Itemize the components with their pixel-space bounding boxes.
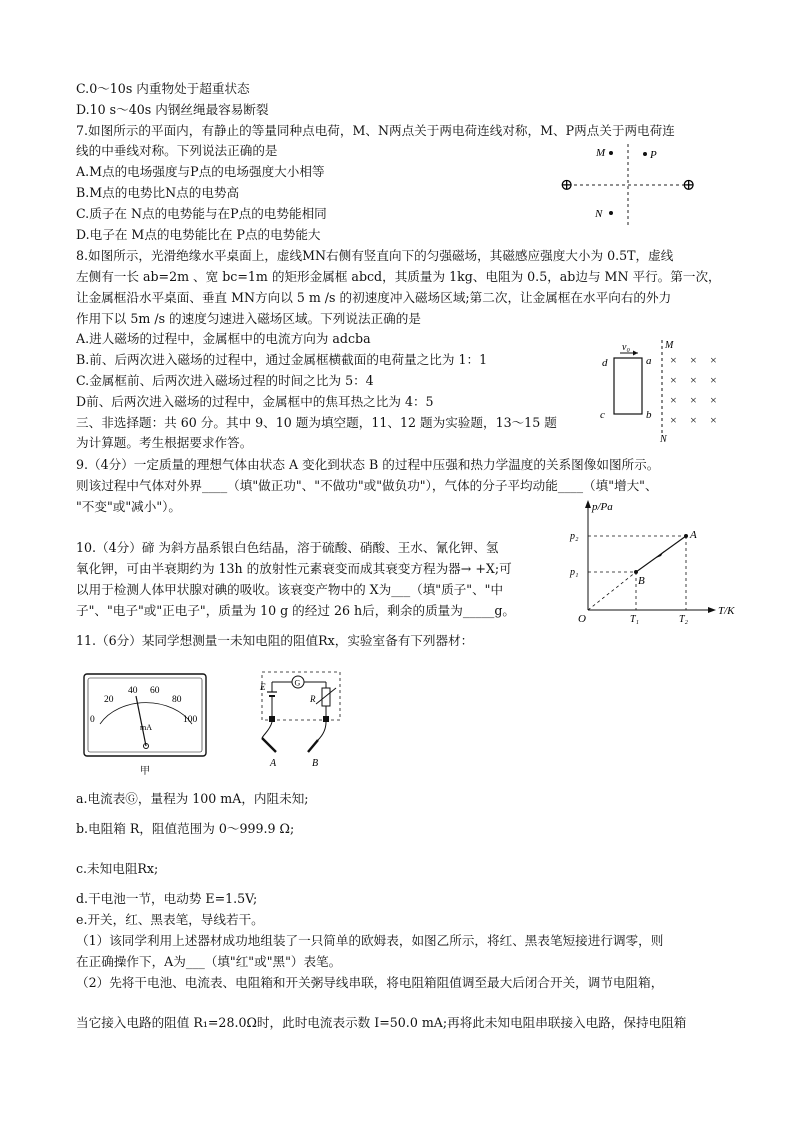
metal-frame-rect (614, 358, 642, 414)
q11-part1-line1: （1）该同学利用上述器材成功地组装了一只简单的欧姆表，如图乙所示，将红、黑表笔短接进行调零，则 (76, 933, 664, 948)
label-d: d (602, 357, 608, 369)
q11-item-b: b.电阻箱 R，阻值范围为 0～999.9 Ω; (76, 821, 295, 836)
q11-part2-line2: 当它接入电路的阻值 R₁=28.0Ω时，此时电流表示数 I=50.0 mA;再将此未知电阻串联接入电路，保持电阻箱 (76, 1015, 687, 1030)
field-cross-icon: × (690, 373, 697, 387)
point-a-dot (684, 534, 688, 538)
field-cross-icon: × (710, 413, 717, 427)
scale-label-20: 20 (104, 695, 114, 705)
section3-intro-line1: 三、非选择题：共 60 分。其中 9、10 题为填空题，11、12 题为实验题，13～15 题 (76, 415, 557, 430)
q7-stem-line2: 线的中垂线对称。下列说法正确的是 (76, 143, 278, 158)
q9-stem-line1: 9.（4分）一定质量的理想气体由状态 A 变化到状态 B 的过程中压强和热力学温度的关系图像如图所示。 (76, 457, 660, 472)
q8-option-b: B.前、后两次进入磁场的过程中，通过金属框横截面的电荷量之比为 1：1 (76, 352, 488, 367)
field-cross-icon: × (670, 373, 677, 387)
field-cross-icon: × (690, 413, 697, 427)
charge-left-plus-icon: ⊕ (560, 177, 574, 194)
label-r: R (310, 694, 316, 704)
ohmmeter-circuit-figure (256, 666, 346, 770)
label-p1: p₁ (570, 567, 579, 578)
point-n-dot (609, 211, 613, 215)
figure-caption-jia: 甲 (140, 766, 150, 777)
q11-part1-line2: 在正确操作下，A为___（填"红"或"黑"）表笔。 (76, 954, 342, 969)
point-m-dot (609, 151, 613, 155)
ammeter-needle (136, 696, 146, 746)
magnetic-field-crosses (670, 353, 717, 427)
q11-item-a: a.电流表Ⓖ，量程为 100 mA，内阻未知; (76, 791, 309, 806)
q8-stem-line2: 左侧有一长 ab=2m 、宽 bc=1m 的矩形金属框 abcd，其质量为 1kg、电阻为 0.5，ab边与 MN 平行。第一次， (76, 269, 721, 284)
q7-option-d: D.电子在 M点的电势能比在 P点的电势能大 (76, 227, 321, 242)
charge-right-plus-icon: ⊕ (682, 177, 696, 194)
ammeter-unit: mA (140, 723, 152, 732)
label-p: P (650, 149, 657, 161)
y-axis-label: p/Pa (592, 501, 613, 513)
field-cross-icon: × (710, 373, 717, 387)
label-e: E (260, 682, 266, 692)
q9-stem-line3: "不变"或"减小"）。 (76, 499, 182, 514)
pressure-temperature-graph (566, 498, 736, 626)
q11-part2-line1: （2）先将干电池、电流表、电阻箱和开关粥导线串联，将电阻箱阻值调至最大后闭合开关，调节电阻箱， (76, 975, 664, 990)
label-a: A (690, 529, 697, 541)
label-t1: T₁ (630, 614, 640, 625)
rheostat-resistor (322, 688, 330, 706)
q7-option-b: B.M点的电势比N点的电势高 (76, 185, 240, 200)
y-axis-arrow-icon (585, 500, 591, 508)
q7-option-c: C.质子在 N点的电势能与在P点的电势能相同 (76, 206, 327, 221)
x-axis-arrow-icon (708, 607, 716, 613)
label-m: M (596, 147, 606, 159)
scale-label-100: 100 (183, 715, 198, 725)
q10-stem-line2: 氧化钾，可由半衰期约为 13h 的放射性元素衰变而成其衰变方程为器→ +X;可 (76, 561, 512, 576)
q10-stem-line4: 子"、"电子"或"正电子"，质量为 10 g 的经过 26 h后，剩余的质量为_____g。 (76, 603, 515, 618)
scale-label-40: 40 (128, 686, 138, 696)
q8-option-a: A.进人磁场的过程中，金属框中的电流方向为 adcba (76, 331, 371, 346)
label-b: B (638, 575, 645, 587)
ammeter-figure (82, 672, 210, 778)
velocity-arrowhead-icon (633, 351, 638, 356)
terminal-left (269, 716, 275, 722)
ammeter-scale-arc (100, 703, 192, 724)
origin-extension (588, 572, 636, 610)
rheostat-slider-icon (316, 688, 336, 704)
q7-option-a: A.M点的电场强度与P点的电场强度大小相等 (76, 164, 325, 179)
field-cross-icon: × (670, 393, 677, 407)
q8-option-c: C.金属框前、后两次进入磁场过程的时间之比为 5：4 (76, 373, 374, 388)
q8-stem-line1: 8.如图所示，光滑绝缘水平桌面上，虚线MN右侧有竖直向下的匀强磁场，其磁感应强度大小为 0.5T，虚线 (76, 248, 674, 263)
origin-label: O (578, 613, 586, 625)
field-cross-icon: × (690, 353, 697, 367)
q9-stem-line2: 则该过程中气体对外界____（填"做正功"、"不做功"或"做负功"），气体的分子平均动能____（填"增大"、 (76, 478, 658, 493)
label-t2: T₂ (679, 614, 689, 625)
field-cross-icon: × (690, 393, 697, 407)
q11-stem: 11.（6分）某同学想测量一未知电阻的阻值Rx，实验室备有下列器材： (76, 633, 474, 648)
point-b-dot (634, 570, 638, 574)
option-d-weight: D.10 s～40s 内钢丝绳最容易断裂 (76, 102, 269, 117)
field-cross-icon: × (710, 393, 717, 407)
field-cross-icon: × (670, 353, 677, 367)
q10-stem-line1: 10.（4分）碲 为斜方晶系银白色结晶，溶于硫酸、硝酸、王水、氰化钾、氢 (76, 540, 499, 555)
q11-item-e: e.开关，红、黑表笔，导线若干。 (76, 912, 264, 927)
label-b: b (646, 409, 652, 421)
option-c-weight: C.0～10s 内重物处于超重状态 (76, 81, 250, 96)
label-v0: v₀ (622, 342, 630, 353)
label-c: c (600, 409, 605, 421)
lead-b (318, 722, 326, 740)
scale-label-80: 80 (172, 695, 182, 705)
label-n: N (595, 208, 603, 220)
scale-label-0: 0 (90, 715, 95, 725)
ammeter-scale-labels (90, 686, 198, 725)
label-probe-a: A (270, 758, 277, 769)
q8-option-d: D前、后两次进入磁场的过程中，金属框中的焦耳热之比为 4：5 (76, 394, 434, 409)
terminal-right (323, 716, 329, 722)
field-cross-icon: × (670, 413, 677, 427)
label-a: a (646, 355, 652, 367)
point-charges-figure (548, 140, 708, 230)
q10-stem-line3: 以用于检测人体甲状腺对碘的吸收。该衰变产物中的 X为___（填"质子"、"中 (76, 582, 504, 597)
label-probe-b: B (312, 758, 319, 769)
label-p2: p₂ (570, 531, 579, 542)
point-p-dot (643, 152, 647, 156)
probe-a-icon (262, 738, 276, 752)
q8-stem-line4: 作用下以 5m /s 的速度匀速进入磁场区域。下列说法正确的是 (76, 311, 421, 326)
q8-stem-line3: 让金属框沿水平桌面、垂直 MN方向以 5 m /s 的初速度冲入磁场区域;第二次，让金属框在水平向右的外力 (76, 290, 672, 305)
label-g: G (294, 678, 301, 688)
label-boundary-n: N (660, 434, 667, 444)
q11-item-d: d.干电池一节，电动势 E=1.5V; (76, 891, 258, 906)
field-cross-icon: × (710, 353, 717, 367)
label-boundary-m: M (665, 340, 674, 351)
q11-item-c: c.未知电阻Rx; (76, 861, 159, 876)
section3-intro-line2: 为计算题。考生根据要求作答。 (76, 435, 253, 450)
metal-frame-figure (594, 336, 724, 444)
lead-a (262, 722, 272, 738)
scale-label-60: 60 (150, 686, 160, 696)
x-axis-label: T/K (718, 605, 735, 617)
probe-b-icon (308, 740, 318, 752)
q7-stem-line1: 7.如图所示的平面内，有静止的等量同种点电荷，M、N两点关于两电荷连线对称，M、P两点关于两电荷连 (76, 123, 675, 138)
